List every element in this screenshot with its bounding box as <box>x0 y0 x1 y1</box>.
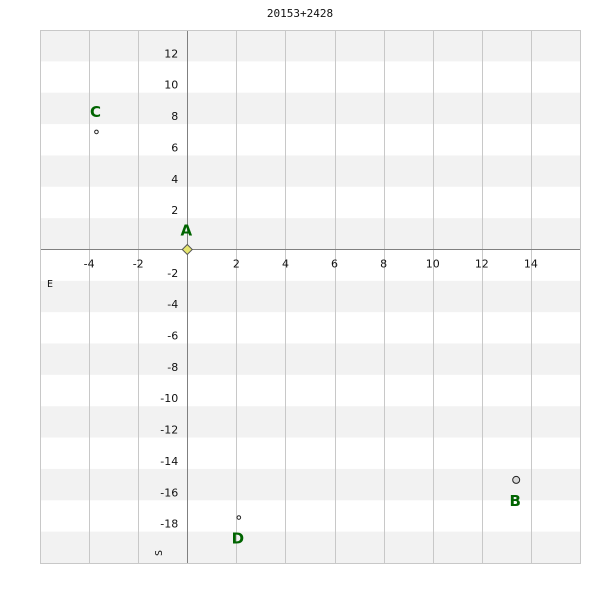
point-d-label: D <box>231 529 245 548</box>
x-tick-label: 8 <box>380 257 388 271</box>
plot-bands <box>40 30 580 563</box>
y-tick-label: -18 <box>160 517 179 531</box>
x-tick-label: 2 <box>232 257 240 271</box>
y-tick-label: -8 <box>167 360 179 374</box>
y-tick-label: -2 <box>167 266 179 280</box>
y-tick-label: -12 <box>160 423 179 437</box>
grid-band <box>40 469 580 500</box>
grid-band <box>40 529 580 563</box>
x-tick-label: 14 <box>523 257 538 271</box>
point-a-label: A <box>180 221 193 240</box>
x-tick-label: -4 <box>83 257 95 271</box>
y-axis-label: S <box>154 549 165 557</box>
y-tick-label: -16 <box>160 486 179 500</box>
y-tick-label: 4 <box>171 172 179 186</box>
grid-band <box>40 93 580 124</box>
x-tick-label: 6 <box>331 257 339 271</box>
grid-band <box>40 344 580 375</box>
x-tick-label: 10 <box>425 257 440 271</box>
grid-band <box>40 30 580 61</box>
y-tick-label: -14 <box>160 454 179 468</box>
point-b-label: B <box>509 491 521 510</box>
y-tick-label: -10 <box>160 392 179 406</box>
y-tick-label: 12 <box>164 47 179 61</box>
point-b-marker <box>513 476 520 483</box>
x-tick-label: 4 <box>281 257 289 271</box>
grid-band <box>40 155 580 186</box>
y-tick-label: 2 <box>171 204 179 218</box>
x-axis-label: E <box>46 279 54 290</box>
x-tick-labels <box>84 257 538 270</box>
y-tick-label: 10 <box>164 78 179 92</box>
point-d-marker <box>237 516 241 520</box>
y-tick-label: 6 <box>171 141 179 155</box>
y-tick-label: -4 <box>167 298 179 312</box>
grid-band <box>40 218 580 249</box>
x-tick-label: -2 <box>132 257 144 271</box>
x-tick-label: 12 <box>474 257 489 271</box>
chart-title: 20153+2428 <box>266 7 334 20</box>
point-c-label: C <box>89 102 101 121</box>
point-c-marker <box>95 130 99 134</box>
y-tick-label: -6 <box>167 329 179 343</box>
grid-band <box>40 281 580 312</box>
grid-band <box>40 406 580 437</box>
y-tick-label: 8 <box>171 110 179 124</box>
